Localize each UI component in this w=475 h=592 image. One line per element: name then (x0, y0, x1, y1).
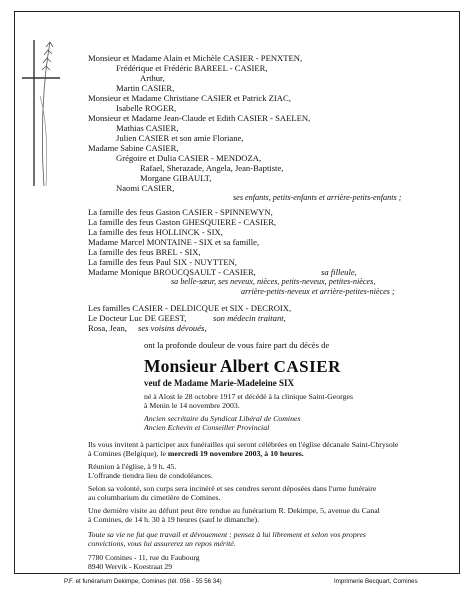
family-line: Isabelle ROGER, (116, 103, 177, 113)
printer-credit: Imprimerie Becquart, Comines (334, 578, 418, 585)
announcement-text: ont la profonde douleur de vous faire part du décès de (144, 340, 330, 350)
funeral-home-credit: P.F. et funérarium Dekimpe, Comines (tél. 056 - 55 56 34) (64, 578, 222, 585)
family-line: Arthur, (140, 73, 165, 83)
family-line: La famille des feus HOLLINCK - SIX, (88, 227, 223, 237)
prayer-line: convictions, vous lui assurerez un repos mérité. (88, 539, 236, 548)
family-line: Mathias CASIER, (116, 123, 179, 133)
funeral-line: L'offrande tiendra lieu de condoléances. (88, 471, 213, 480)
family-line: La famille des feus Gaston GHESQUIERE - CASIER, (88, 217, 277, 227)
family-line: La famille des feus Paul SIX - NUYTTEN, (88, 257, 237, 267)
role-line: Ancien Echevin et Conseiller Provincial (144, 423, 270, 432)
family-line: Monsieur et Madame Jean-Claude et Edith CASIER - SAELEN, (88, 113, 311, 123)
family-line: Grégoire et Dulia CASIER - MENDOZA, (116, 153, 262, 163)
family-line: Les familles CASIER - DELDICQUE et SIX - DECROIX, (88, 303, 292, 313)
family-line: Monsieur et Madame Christiane CASIER et Patrick ZIAC, (88, 93, 291, 103)
funeral-place: à Comines (Belgique), le (88, 449, 168, 458)
funeral-line: au columbarium du cimetière de Comines. (88, 493, 221, 502)
funeral-date: mercredi 19 novembre 2003, à 10 heures. (167, 449, 304, 458)
family-line: La famille des feus Gaston CASIER - SPINNEWYN, (88, 207, 273, 217)
family-line: Madame Marcel MONTAINE - SIX et sa famille, (88, 237, 260, 247)
family-line: Madame Sabine CASIER, (88, 143, 179, 153)
family-line: La famille des feus BREL - SIX, (88, 247, 201, 257)
family-line: Frédérique et Frédéric BAREEL - CASIER, (116, 63, 268, 73)
family-line: Morgane GIBAULT, (140, 173, 212, 183)
funeral-date-line (88, 449, 304, 459)
cross-wheat-icon (20, 36, 64, 196)
deceased-name (144, 356, 341, 377)
family-line: Rafael, Sherazade, Angela, Jean-Baptiste, (140, 163, 284, 173)
deceased-title: Monsieur Albert (144, 356, 270, 376)
deceased-surname: CASIER (273, 357, 341, 376)
prayer-line: Toute sa vie ne fut que travail et dévouement : pensez à lui librement et selon vos propres (88, 530, 366, 539)
family-line: sa filleule, (321, 267, 357, 277)
funeral-line: Selon sa volonté, son corps sera incinéré et ses cendres seront déposées dans l'urne funéraire (88, 484, 377, 493)
address-line: 8940 Wervik - Koestraat 29 (88, 562, 173, 571)
family-line: Monsieur et Madame Alain et Michèle CASIER - PENXTEN, (88, 53, 303, 63)
funeral-line: à Comines, de 14 h. 30 à 19 heures (sauf le dimanche). (88, 515, 260, 524)
address-line: 7780 Comines - 11, rue du Faubourg (88, 553, 200, 562)
birth-line: né à Alost le 28 octobre 1917 et décédé à la clinique Saint-Georges (144, 392, 354, 401)
family-line: sa belle-sœur, ses neveux, nièces, petits-neveux, petites-nièces, (171, 277, 376, 286)
family-line: Martin CASIER, (116, 83, 175, 93)
role-line: Ancien secrétaire du Syndicat Libéral de Comines (144, 414, 301, 423)
funeral-line: Ils vous invitent à participer aux funérailles qui seront célébrées en l'église décanale Saint-Chrysole (88, 440, 399, 449)
family-line: Madame Monique BROUCQSAULT - CASIER, (88, 267, 256, 277)
family-line: arrière-petits-neveux et arrière-petites-nièces ; (241, 287, 395, 296)
family-line: Rosa, Jean, (88, 323, 127, 333)
family-line: ses voisins dévoués, (138, 323, 207, 333)
family-line: Le Docteur Luc DE GEEST, (88, 313, 187, 323)
family-line: Naomi CASIER, (116, 183, 175, 193)
family-line: son médecin traitant, (213, 313, 286, 323)
funeral-line: Une dernière visite au défunt peut être rendue au funérarium R. Dekimpe, 5, avenue du Canal (88, 506, 380, 515)
widower-line: veuf de Madame Marie-Madeleine SIX (144, 378, 294, 388)
death-line: à Menin le 14 novembre 2003. (144, 401, 240, 410)
family-line: Julien CASIER et son amie Floriane, (116, 133, 244, 143)
family-line: ses enfants, petits-enfants et arrière-petits-enfants ; (233, 193, 402, 202)
funeral-line: Réunion à l'église, à 9 h. 45. (88, 462, 177, 471)
